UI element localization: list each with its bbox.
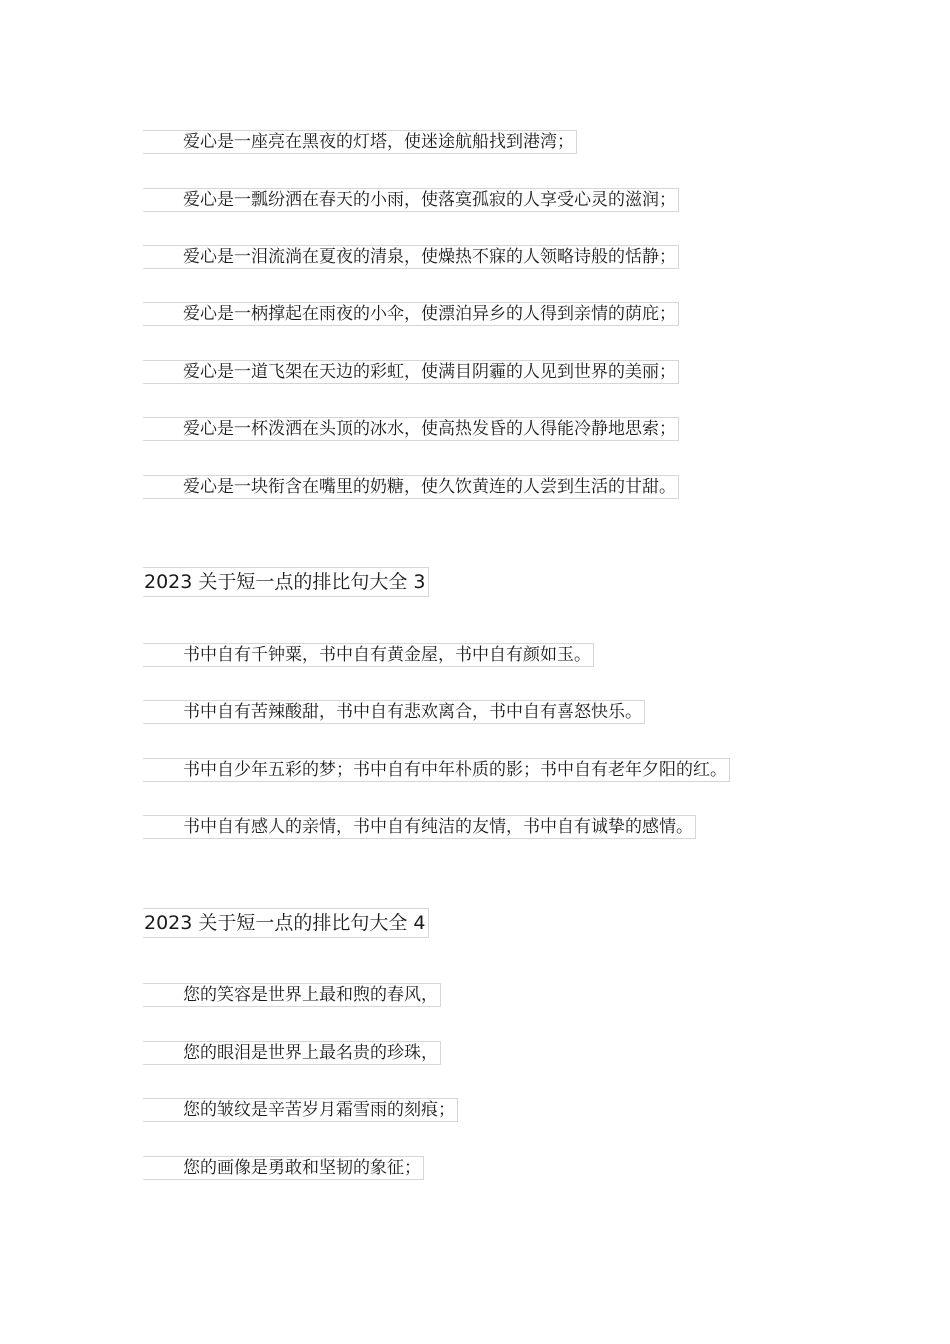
section-heading: 2023 关于短一点的排比句大全 4 — [143, 908, 429, 938]
text-line: 您的皱纹是辛苦岁月霜雪雨的刻痕； — [143, 1098, 458, 1122]
text-line: 您的笑容是世界上最和煦的春风， — [143, 983, 441, 1007]
text-line: 书中自有千钟粟，书中自有黄金屋，书中自有颜如玉。 — [143, 643, 594, 667]
text-line: 您的画像是勇敢和坚韧的象征； — [143, 1156, 424, 1180]
text-line: 爱心是一杯泼洒在头顶的冰水，使高热发昏的人得能冷静地思索； — [143, 417, 679, 441]
text-line: 书中自有苦辣酸甜，书中自有悲欢离合，书中自有喜怒快乐。 — [143, 700, 645, 724]
text-line: 书中自有感人的亲情，书中自有纯洁的友情，书中自有诚挚的感情。 — [143, 815, 696, 839]
text-line: 书中自少年五彩的梦；书中自有中年朴质的影；书中自有老年夕阳的红。 — [143, 758, 730, 782]
text-line: 爱心是一座亮在黑夜的灯塔，使迷途航船找到港湾； — [143, 130, 577, 154]
text-line: 您的眼泪是世界上最名贵的珍珠， — [143, 1041, 441, 1065]
text-line: 爱心是一块衔含在嘴里的奶糖，使久饮黄连的人尝到生活的甘甜。 — [143, 475, 679, 499]
text-line: 爱心是一泪流淌在夏夜的清泉，使燥热不寐的人领略诗般的恬静； — [143, 245, 679, 269]
section-heading: 2023 关于短一点的排比句大全 3 — [143, 567, 429, 597]
text-line: 爱心是一道飞架在天边的彩虹，使满目阴霾的人见到世界的美丽； — [143, 360, 679, 384]
text-line: 爱心是一柄撑起在雨夜的小伞，使漂泊异乡的人得到亲情的荫庇； — [143, 302, 679, 326]
text-line: 爱心是一瓢纷洒在春天的小雨，使落寞孤寂的人享受心灵的滋润； — [143, 188, 679, 212]
